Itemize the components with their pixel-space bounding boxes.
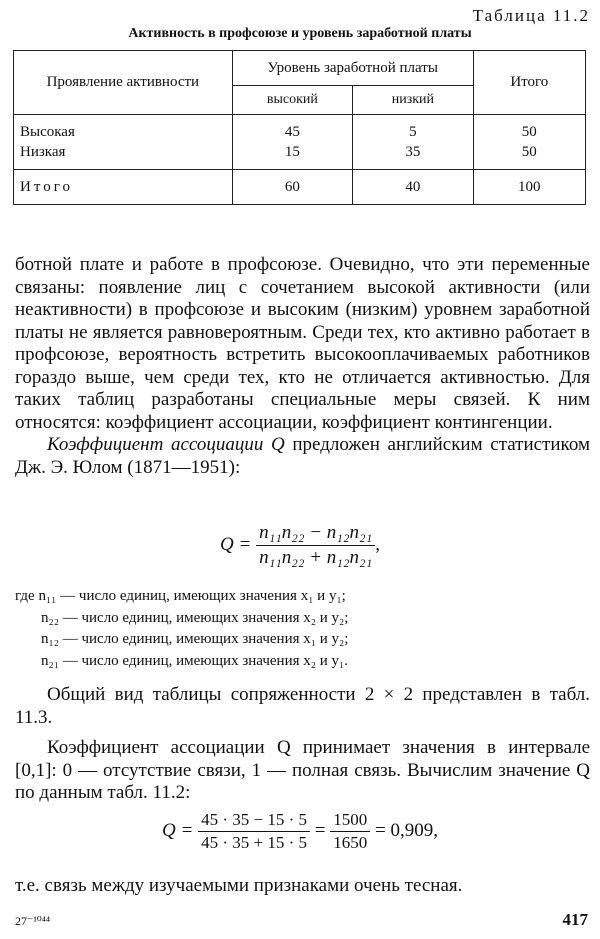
header-total: Итого [473, 51, 585, 115]
total-high: 60 [232, 170, 352, 205]
header-low: низкий [353, 86, 473, 115]
row-label-low: Низкая [20, 144, 66, 160]
paragraph-2-text: предложен английским статистиком Дж. Э. Юлом (1871—1951): [15, 434, 590, 478]
where-line-3: n₁₂ — число единиц, имеющих значения x₁ и y₂; [41, 631, 349, 647]
cell-high-low: 5 [409, 124, 417, 140]
formula2-fraction-1 [198, 810, 310, 853]
paragraph-4: Коэффициент ассоциации Q принимает значения в интервале [0,1]: 0 — отсутствие связи, 1 — полная связь. Вычислим значение Q по данным табл. 11.2: [15, 737, 590, 803]
row-label-high: Высокая [20, 124, 75, 140]
formula2-denominator-1: 45 · 35 + 15 · 5 [201, 833, 308, 852]
body-text-2 [15, 684, 590, 805]
body-text-3 [15, 875, 590, 898]
header-activity: Проявление активности [14, 51, 233, 115]
formula2-eq: = [314, 819, 326, 841]
row-labels [14, 115, 233, 170]
where-block [15, 586, 348, 672]
formula1-numerator: n₁₁n₂₂ − n₁₂n₂₁ [256, 522, 375, 546]
paragraph-3: Общий вид таблицы сопряженности 2 × 2 представлен в табл. 11.3. [15, 684, 590, 728]
formula1-denominator: n₁₁n₂₂ + n₁₂n₂₁ [259, 547, 373, 568]
table-label: Таблица 11.2 [472, 6, 590, 25]
paragraph-1: ботной плате и работе в профсоюзе. Очевидно, что эти переменные связаны: появление лиц с сочетанием высокой активности (или неактивности) в профсоюзе и высоким (низким) уровнем заработной платы не является равновероятным. Среди тех, кто активно работает в профсоюзе, вероятность встретить высокооплачиваемых работников гораздо выше, чем среди тех, кто не отличается активностью. Для таких таблиц разработаны специальные меры связей. К ним относятся: коэффициент ассоциации, коэффициент контингенции. [15, 254, 590, 433]
cell-low-high: 15 [284, 144, 300, 160]
where-line-1: где n₁₁ — число единиц, имеющих значения x₁ и y₁; [15, 588, 346, 604]
paragraph-5: т.е. связь между изучаемыми признаками очень тесная. [15, 875, 463, 896]
total-row-label: Итого [14, 170, 233, 205]
formula2-fraction-2 [330, 810, 370, 853]
body-text-1 [15, 254, 590, 479]
col-low-values [353, 115, 473, 170]
formula1-tail: , [375, 533, 380, 555]
contingency-table [13, 50, 586, 205]
paragraph-2 [15, 434, 590, 479]
formula2-numerator-1: 45 · 35 − 15 · 5 [198, 810, 310, 832]
where-line-2: n₂₂ — число единиц, имеющих значения x₂ и y₂; [41, 609, 349, 626]
page-number: 417 [562, 910, 588, 929]
formula2-result: = 0,909, [374, 819, 438, 841]
header-high: высокий [232, 86, 352, 115]
term-association-coefficient: Коэффициент ассоциации Q [47, 434, 285, 455]
formula1-fraction [256, 522, 375, 569]
header-wage: Уровень заработной платы [232, 51, 473, 86]
col-total-values [473, 115, 585, 170]
cell-low-low: 35 [405, 144, 421, 160]
where-line-4: n₂₁ — число единиц, имеющих значения x₂ и y₁. [41, 652, 348, 669]
cell-low-total: 50 [521, 144, 537, 160]
cell-high-high: 45 [284, 124, 300, 140]
cell-high-total: 50 [521, 124, 537, 140]
total-total: 100 [473, 170, 585, 205]
formula-q-calculation [0, 810, 600, 853]
total-low: 40 [353, 170, 473, 205]
formula2-denominator-2: 1650 [333, 833, 368, 852]
table-title: Активность в профсоюзе и уровень заработной платы [128, 26, 472, 41]
formula2-lhs: Q = [162, 819, 194, 841]
formula2-numerator-2: 1500 [330, 810, 370, 832]
signature-mark: 27⁻¹⁰⁴⁴ [15, 914, 51, 928]
formula1-lhs: Q = [220, 533, 252, 555]
formula-q-definition [0, 522, 600, 569]
col-high-values [232, 115, 352, 170]
